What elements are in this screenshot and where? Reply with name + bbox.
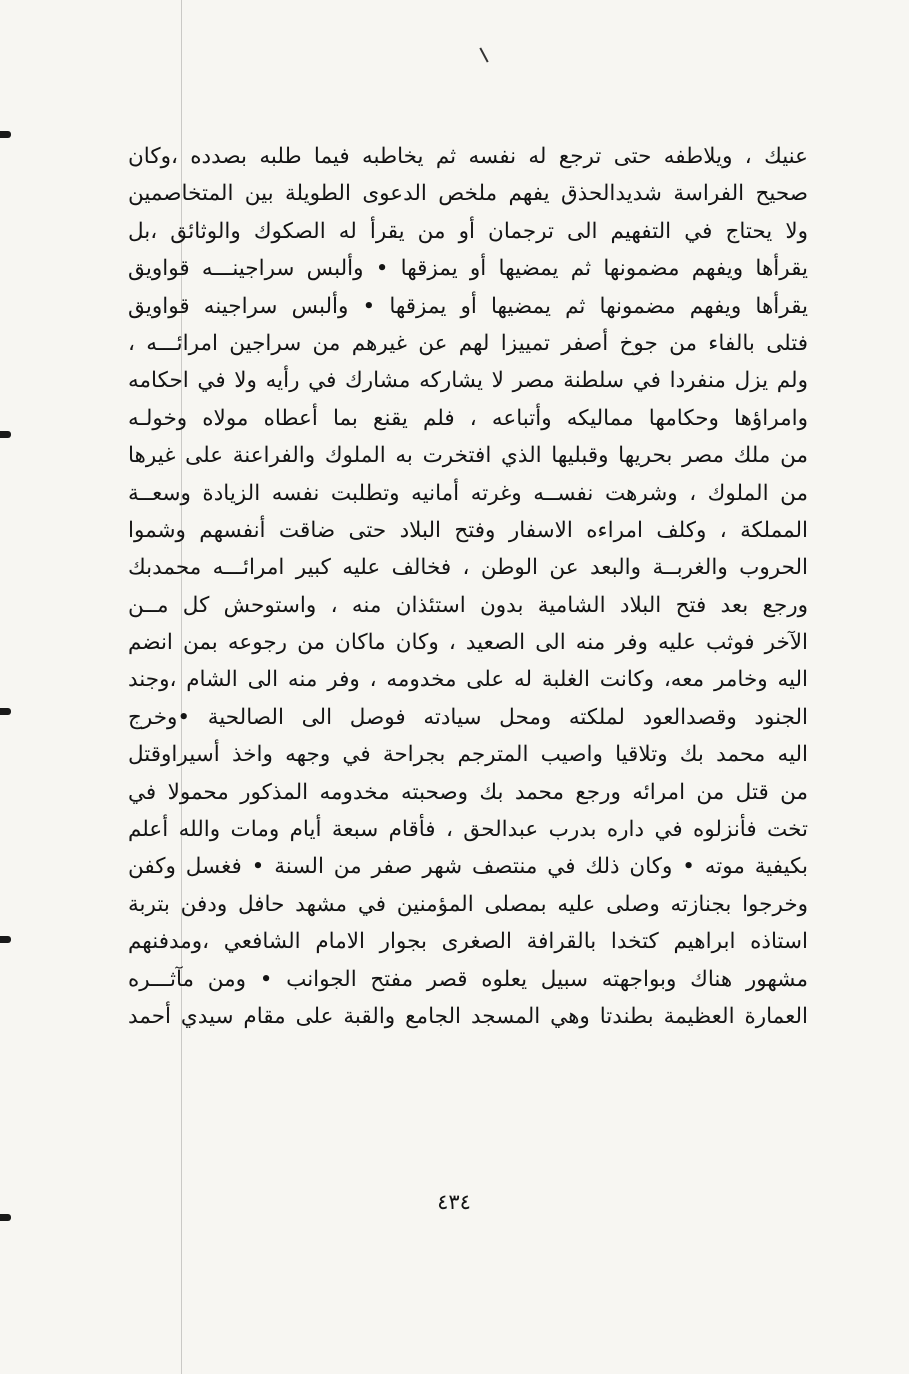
stray-ink-mark: [479, 47, 488, 62]
text-line: فتلى بالفاء من جوخ أصفر تمييزا لهم عن غيرهم من سراجين امرائـــه ،: [128, 330, 808, 356]
text-line: استاذه ابراهيم كتخدا بالقرافة الصغرى بجوار الامام الشافعي ،ومدفنهم: [128, 929, 808, 955]
text-line: يقرأها ويفهم مضمونها ثم يمضيها أو يمزقها • وألبس سراجينه قواويق: [128, 293, 808, 319]
text-line: ورجع بعد فتح البلاد الشامية بدون استئذان منه ، واستوحش كل مــن: [128, 592, 808, 618]
body-text: [128, 138, 808, 1035]
scan-edge-mark: [0, 131, 11, 138]
text-line: وامراؤها وحكامها مماليكه وأتباعه ، فلم يقنع بما أعطاه مولاه وخولـه: [128, 405, 808, 431]
text-line: مشهور هناك وبواجهته سبيل يعلوه قصر مفتح الجوانب • ومن مآثـــره: [128, 966, 808, 992]
text-line: عنيك ، ويلاطفه حتى ترجع له نفسه ثم يخاطبه فيما طلبه بصدده ،وكان: [128, 144, 808, 169]
text-line: صحيح الفراسة شديدالحذق يفهم ملخص الدعوى الطويلة بين المتخاصمين: [128, 181, 808, 207]
scan-edge-mark: [0, 431, 11, 438]
text-line: من قتل من امرائه ورجع محمد بك وصحبته مخدومه المذكور محمولا في: [128, 779, 808, 805]
text-line: يقرأها ويفهم مضمونها ثم يمضيها أو يمزقها • وألبس سراجينـــه قواويق: [128, 256, 808, 282]
text-line: الجنود وقصدالعود لملكته ومحل سيادته فوصل الى الصالحية •وخرج: [128, 704, 808, 730]
text-line: ولا يحتاج في التفهيم الى ترجمان أو من يقرأ له الصكوك والوثائق ،بل: [128, 218, 808, 244]
text-line: بكيفية موته • وكان ذلك في منتصف شهر صفر من السنة • فغسل وكفن: [128, 854, 808, 880]
text-line: العمارة العظيمة بطندتا وهي المسجد الجامع والقبة على مقام سيدي أحمد: [128, 1003, 808, 1029]
text-line: من الملوك ، وشرهت نفســه وغرته أمانيه وتطلبت نفسه الزيادة وسعــة: [128, 480, 808, 506]
text-line: ولم يزل منفردا في سلطنة مصر لا يشاركه مشارك في رأيه ولا في احكامه: [128, 368, 808, 394]
scan-edge-mark: [0, 1214, 11, 1221]
text-line: الآخر فوثب عليه وفر منه الى الصعيد ، وكان ماكان من رجوعه بمن انضم: [128, 630, 808, 656]
page-number: ٤٣٤: [437, 1190, 471, 1214]
text-line: اليه محمد بك وتلاقيا واصيب المترجم بجراحة في وجهه واخذ أسيراوقتل: [128, 742, 808, 768]
text-line: وخرجوا بجنازته وصلى عليه بمصلى المؤمنين في مشهد حافل ودفن بتربة: [128, 891, 808, 917]
text-line: تخت فأنزلوه في داره بدرب عبدالحق ، فأقام سبعة أيام ومات والله أعلم: [128, 817, 808, 843]
text-line: المملكة ، وكلف امراءه الاسفار وفتح البلاد حتى ضاقت أنفسهم وشموا: [128, 517, 808, 543]
scan-edge-mark: [0, 708, 11, 715]
text-line: الحروب والغربــة والبعد عن الوطن ، فخالف عليه كبير امرائـــه محمدبك: [128, 555, 808, 581]
text-line: اليه وخامر معه، وكانت الغلبة له على مخدومه ، وفر منه الى الشام ،وجند: [128, 667, 808, 693]
scan-edge-mark: [0, 936, 11, 943]
text-line: من ملك مصر بحريها وقبليها الذي افتخرت به الملوك والفراعنة على غيرها: [128, 443, 808, 469]
